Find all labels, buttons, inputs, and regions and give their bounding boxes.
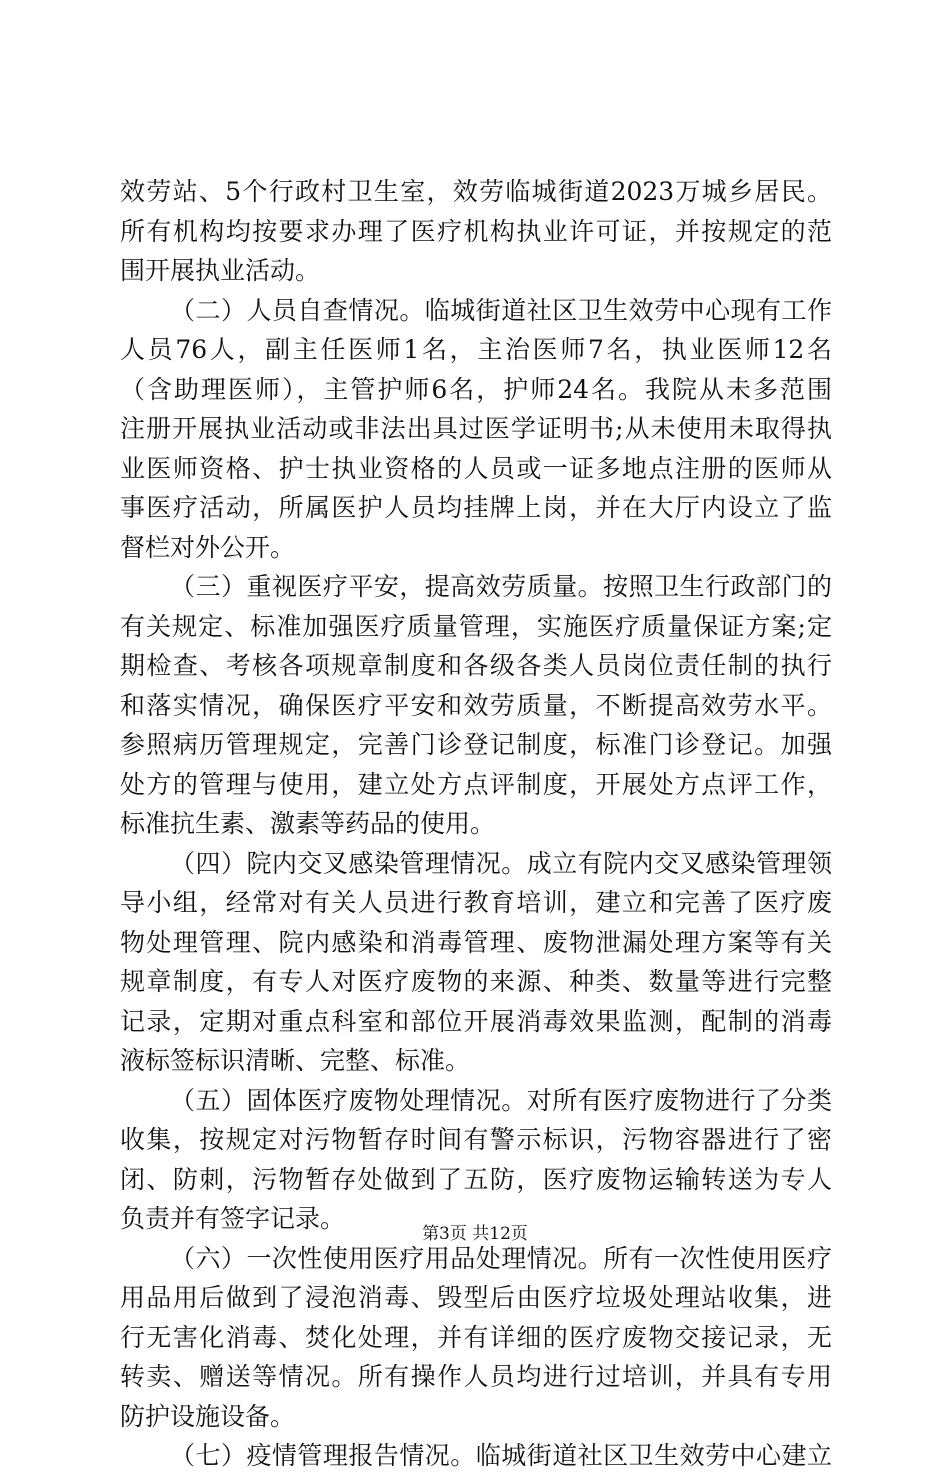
text-line: 处方的管理与使用，建立处方点评制度，开展处方点评工作， — [120, 769, 832, 799]
text-line: 防护设施设备。 — [120, 1401, 296, 1431]
text-line: 转卖、赠送等情况。所有操作人员均进行过培训，并具有专用 — [120, 1362, 832, 1391]
text-line: 业医师资格、护士执业资格的人员或一证多地点注册的医师从 — [120, 453, 832, 483]
text-line: 和落实情况，确保医疗平安和效劳质量，不断提高效劳水平。 — [120, 690, 832, 720]
text-line: 规章制度，有专人对医疗废物的来源、种类、数量等进行完整 — [120, 967, 832, 996]
text-line: 督栏对外公开。 — [120, 532, 296, 562]
text-line: 围开展执业活动。 — [120, 256, 321, 285]
text-line: 期检查、考核各项规章制度和各级各类人员岗位责任制的执行 — [120, 651, 832, 680]
text-line: 负责并有签字记录。 — [120, 1204, 346, 1233]
text-line: 注册开展执业活动或非法出具过医学证明书;从未使用未取得执 — [120, 414, 832, 443]
text-line: 事医疗活动，所属医护人员均挂牌上岗，并在大厅内设立了监 — [120, 493, 832, 522]
text-line: 记录，定期对重点科室和部位开展消毒效果监测，配制的消毒 — [120, 1006, 832, 1036]
page-footer — [0, 1222, 950, 1246]
text-line: （三）重视医疗平安，提高效劳质量。按照卫生行政部门的 — [170, 572, 832, 601]
text-line: 有关规定、标准加强医疗质量管理，实施医疗质量保证方案;定 — [120, 611, 832, 641]
text-line: （五）固体医疗废物处理情况。对所有医疗废物进行了分类 — [170, 1085, 832, 1115]
text-line: （二）人员自查情况。临城街道社区卫生效劳中心现有工作 — [170, 295, 832, 325]
text-line: （含助理医师），主管护师6名，护师24名。我院从未多范围 — [120, 374, 832, 404]
document-body — [120, 172, 832, 1476]
text-line: （六）一次性使用医疗用品处理情况。所有一次性使用医疗 — [170, 1243, 832, 1273]
text-line: 收集，按规定对污物暂存时间有警示标识，污物容器进行了密 — [120, 1125, 832, 1154]
text-line: 导小组，经常对有关人员进行教育培训，建立和完善了医疗废 — [120, 888, 832, 917]
text-line: 用品用后做到了浸泡消毒、毁型后由医疗垃圾处理站收集，进 — [120, 1283, 832, 1312]
text-line: 液标签标识清晰、完整、标准。 — [120, 1046, 471, 1075]
text-line: 人员76人，副主任医师1名，主治医师7名，执业医师12名 — [120, 335, 832, 364]
text-line: 行无害化消毒、焚化处理，并有详细的医疗废物交接记录，无 — [120, 1322, 832, 1352]
text-line: 标准抗生素、激素等药品的使用。 — [120, 809, 496, 838]
text-line: 参照病历管理规定，完善门诊登记制度，标准门诊登记。加强 — [120, 730, 832, 759]
text-line: （四）院内交叉感染管理情况。成立有院内交叉感染管理领 — [170, 848, 832, 878]
page-number-label: 第3页 共12页 — [422, 1224, 528, 1244]
text-line: 所有机构均按要求办理了医疗机构执业许可证，并按规定的范 — [120, 216, 832, 246]
text-line: 闭、防刺，污物暂存处做到了五防，医疗废物运输转送为专人 — [120, 1164, 832, 1194]
text-line: 物处理管理、院内感染和消毒管理、废物泄漏处理方案等有关 — [120, 927, 832, 957]
text-line: 效劳站、5个行政村卫生室，效劳临城街道2023万城乡居民。 — [120, 177, 832, 206]
text-line: （七）疫情管理报告情况。临城街道社区卫生效劳中心建立 — [170, 1441, 832, 1470]
